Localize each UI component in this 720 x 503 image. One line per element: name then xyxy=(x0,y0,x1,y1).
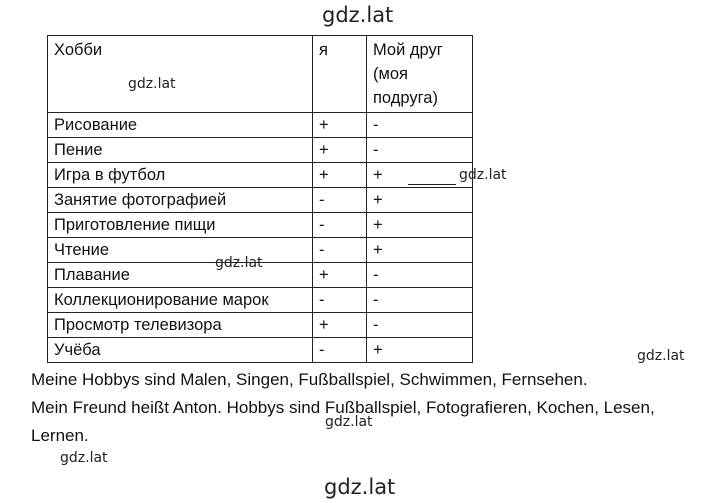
hobby-cell: Плавание xyxy=(48,263,313,288)
friend-cell: - xyxy=(367,263,473,288)
hobby-cell: Просмотр телевизора xyxy=(48,313,313,338)
hobby-cell: Игра в футбол xyxy=(48,163,313,188)
header-me: я xyxy=(313,36,367,113)
table-row xyxy=(48,188,473,213)
friend-cell: + xyxy=(367,338,473,363)
hobby-cell: Пение xyxy=(48,138,313,163)
watermark-text-middle: gdz.lat xyxy=(325,414,373,430)
me-cell: + xyxy=(313,138,367,163)
watermark-bottom: gdz.lat xyxy=(324,475,396,499)
hobby-table xyxy=(47,35,473,363)
me-cell: + xyxy=(313,163,367,188)
watermark-table-middle: gdz.lat xyxy=(215,255,263,271)
table-row xyxy=(48,288,473,313)
table-header-row xyxy=(48,36,473,113)
watermark-connector-line xyxy=(408,184,456,185)
friend-cell: - xyxy=(367,138,473,163)
summary-line-2: Mein Freund heißt Anton. Hobbys sind Fußballspiel, Fotografieren, Kochen, Lesen, Lernen. xyxy=(31,398,655,445)
me-cell: - xyxy=(313,238,367,263)
table-row xyxy=(48,113,473,138)
watermark-table-top: gdz.lat xyxy=(128,76,176,92)
friend-cell: + xyxy=(367,238,473,263)
friend-cell: - xyxy=(367,288,473,313)
hobby-cell: Коллекционирование марок xyxy=(48,288,313,313)
watermark-connector-line xyxy=(270,262,311,263)
me-cell: - xyxy=(313,338,367,363)
header-hobby: Хобби xyxy=(48,36,313,113)
me-cell: - xyxy=(313,188,367,213)
hobby-cell: Чтение xyxy=(48,238,313,263)
hobby-cell: Приготовление пищи xyxy=(48,213,313,238)
summary-line-1: Meine Hobbys sind Malen, Singen, Fußballspiel, Schwimmen, Fernsehen. xyxy=(31,370,588,389)
friend-cell: + xyxy=(367,213,473,238)
table-row xyxy=(48,138,473,163)
me-cell: - xyxy=(313,213,367,238)
friend-cell: - xyxy=(367,313,473,338)
friend-cell: + xyxy=(367,188,473,213)
me-cell: + xyxy=(313,113,367,138)
friend-cell: - xyxy=(367,113,473,138)
watermark-top: gdz.lat xyxy=(322,3,394,27)
table-row xyxy=(48,213,473,238)
hobby-cell: Рисование xyxy=(48,113,313,138)
hobby-cell: Занятие фотографией xyxy=(48,188,313,213)
table-row xyxy=(48,313,473,338)
friend-cell: + xyxy=(367,163,473,188)
watermark-table-right: gdz.lat xyxy=(459,167,507,183)
me-cell: - xyxy=(313,288,367,313)
me-cell: + xyxy=(313,263,367,288)
watermark-bottom-left: gdz.lat xyxy=(60,450,108,466)
hobby-cell: Учёба xyxy=(48,338,313,363)
table-row xyxy=(48,338,473,363)
watermark-right: gdz.lat xyxy=(637,348,685,364)
me-cell: + xyxy=(313,313,367,338)
header-friend: Мой друг (моя подруга) xyxy=(367,36,473,113)
